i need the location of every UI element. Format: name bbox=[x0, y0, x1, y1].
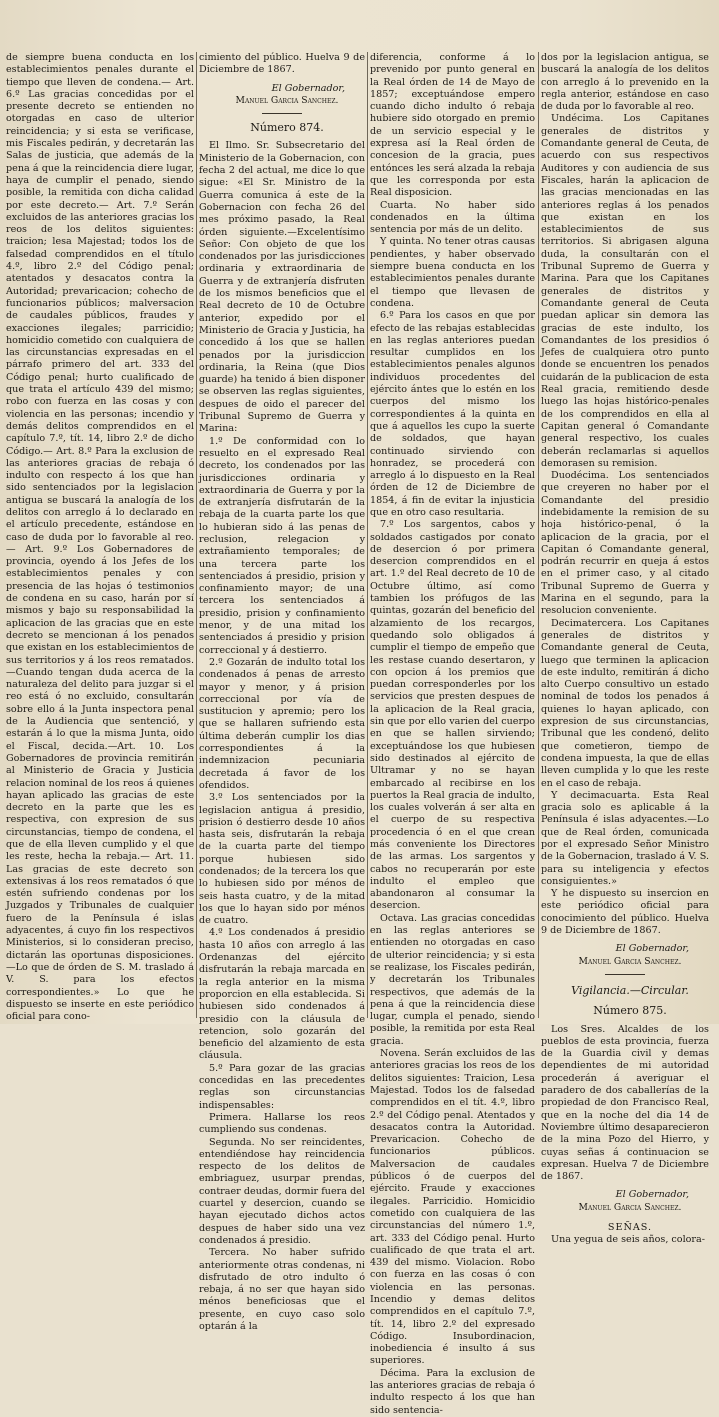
paragraph: Y quinta. No tener otras causas pendientes, y haber observado siempre buena conducta en los establecimientos penales durante el tiempo que llevasen de condena. bbox=[370, 236, 535, 309]
paragraph: Novena. Serán excluidos de las anteriores gracias los reos de los delitos siguientes: Traicion, Lesa Majestad. Todos los de falsedad comprendidos en el tít. 4.º, libro 2.º del Código penal. Atentados y desacatos contra la Autoridad. Prevaricacion. Cohecho de funcionarios públicos. Malversacion de caudales públicos ó de cuerpos del ejército. Fraude y exacciones ilegales. Parricidio. Homicidio cometido con cualquiera de las circunstancias del número 1.º, art. 333 del Código penal. Hurto cualificado de que trata el art. 439 del mismo. Violacion. Robo con fuerza en las cosas ó con violencia en las personas. Incendio y demas delitos comprendidos en el capítulo 7.º, tít. 14, libro 2.º del expresado Código. Insubordinacion, inobediencia é insulto á sus superiores. bbox=[370, 1048, 535, 1367]
paragraph: Duodécima. Los sentenciados que creyeren no haber por el Comandante del presidio indebidamente la remision de su hoja histórico-penal, ó la aplicacion de la gracia, por el Capitan ó Comandante general, podrán recurrir en queja á estos en el primer caso, y al citado Tribunal Supremo de Guerra y Marina en el segundo, para la resolucion conveniente. bbox=[541, 470, 709, 617]
paragraph: 7.º Los sargentos, cabos y soldados castigados por conato de desercion ó por primera desercion comprendidos en el art. 1.º del Real decreto de 10 de Octubre último, así como tambien los prófugos de las quintas, gozarán del beneficio del alzamiento de los recargos, quedando solo obligados á cumplir el tiempo de empeño que les restase cuando desertaron, y con opcion á los premios que puedan corresponderles por los servicios que presten despues de la aplicacion de la Real gracia, sin que por ello varien del cuerpo en que se hallen sirviendo; exceptuándose los que hubiesen sido destinados al ejército de Ultramar y no se hayan embarcado al recibirse en los puertos la Real gracia de indulto, los cuales volverán á ser alta en el cuerpo de su respectiva procedencia ó en el que crean más conveniente los Directores de las armas. Los sargentos y cabos no recuperarán por este indulto el empleo que abandonaron al consumar la desercion. bbox=[370, 519, 535, 912]
governor-title: El Gobernador, bbox=[615, 1189, 689, 1201]
decree-articles-text: de siempre buena conducta en los establecimientos penales durante el tiempo que lleven de condena.— Art. 6.º Las gracias concedidas por el presente decreto se entienden no otorgadas en caso de ulterior reincidencia; y si esta se verificase, mis Fiscales pedirán, y decretarán las Salas de justicia, que además de la pena á que la reincidencia diere lugar, haya de cumplir el penado, siendo posible, la remitida con dicha calidad por este decreto.— Art. 7.º Serán excluidos de las anteriores gracias los reos de los delitos siguientes: traicion; lesa Majestad; todos los de falsedad comprendidos en el título 4.º, libro 2.º del Código penal; atentados y desacatos contra la Autoridad; prevaricacion; cohecho de funcionarios públicos; malversacion de caudales públicos, fraudes y exacciones ilegales; parricidio; homicidio cometido con cualquiera de las circunstancias expresadas en el párrafo primero del art. 333 del Código penal; hurto cualificado de que trata el artículo 439 del mismo; robo con fuerza en las cosas y con violencia en las personas; incendio y demás delitos comprendidos en el capítulo 7.º, tít. 14, libro 2.º de dicho Código.— Art. 8.º Para la exclusion de las anteriores gracias de rebaja ó indulto con respecto á los que han sido sentenciados por la legislacion antigua se buscará la analogía de los delitos con arreglo á lo declarado en el artículo precedente, estándose en caso de duda por lo favorable al reo. — Art. 9.º Los Gobernadores de provincia, oyendo á los Jefes de los establecimientos penales y con presencia de las hojas ó testimonios de condena en su caso, harán por sí mismos y bajo su responsabilidad la aplicacion de las gracias que en este decreto se mencionan á los penados que existan en los establecimientos de sus territorios y á los reos rematados.—Cuando tengan duda acerca de la naturaleza del delito para juzgar si el reo está ó no excluido, consultarán sobre ello á la Junta inspectora penal de la Audiencia que sentenció, y estarán á lo que la misma Junta, oido el Fiscal, decida.—Art. 10. Los Gobernadores de provincia remitirán al Ministerio de Gracia y Justicia relacion nominal de los reos á quienes hayan aplicado las gracias de este decreto en la parte que les es respectiva, con expresion de sus circunstancias, tiempo de condena, el que de ella lleven cumplido y el que les reste, hecha la rebaja.— Art. 11. Las gracias de este decreto son extensivas á los reos rematados ó que estén sufriendo condenas por los Juzgados y Tribunales de cualquier fuero de la Península é islas adyacentes, á cuyo fin los respectivos Ministerios, si lo consideran preciso, dictarán las oportunas disposiciones.—Lo que de órden de S. M. traslado á V. S. para los efectos correspondientes.» Lo que he dispuesto se inserte en este periódico oficial para cono- bbox=[6, 52, 194, 1023]
paragraph: cimiento del público. Huelva 9 de Diciembre de 1867. bbox=[199, 52, 365, 76]
paragraph: Tercera. No haber sufrido anteriormente otras condenas, ni disfrutado de otro indulto ó rebaja, á no ser que hayan sido ménos beneficiosas que el presente, en cuyo caso solo optarán á la bbox=[199, 1247, 365, 1332]
governor-title: El Gobernador, bbox=[615, 943, 689, 955]
column-1 bbox=[6, 52, 194, 1023]
column-4 bbox=[541, 52, 709, 1246]
column-rule bbox=[196, 52, 197, 1018]
paragraph: Décima. Para la exclusion de las anteriores gracias de rebaja ó indulto respecto á los que han sido sentencia- bbox=[370, 1367, 535, 1416]
signs-heading: SEÑAS. bbox=[607, 1222, 653, 1234]
column-2 bbox=[199, 52, 365, 1332]
paragraph: Segunda. No ser reincidentes, entendiéndose hay reincidencia respecto de los delitos de embriaguez, usurpar prendas, contraer deudas, dormir fuera del cuartel y desercion, cuando se hayan ejecutado dichos actos despues de haber sido una vez condenados á presidio. bbox=[199, 1136, 365, 1246]
paragraph: Decimatercera. Los Capitanes generales de distritos y Comandante general de Ceuta, luego que terminen la aplicacion de este indulto, remitirán á dicho alto Cuerpo consultivo un estado nominal de todos los penados á quienes lo hayan aplicado, con expresion de sus circunstancias, Tribunal que les condenó, delito que cometieron, tiempo de condena impuesta, la que de ellas lleven cumplida y lo que les reste en el caso de rebaja. bbox=[541, 617, 709, 789]
paragraph: 2.º Gozarán de indulto total los condenados á penas de arresto mayor y menor, y á prision correccional por vía de sustitucion y apremio; pero los que se hallaren sufriendo esta última deberán cumplir los dias correspondientes á la indemnizacion pecuniaria decretada á favor de los ofendidos. bbox=[199, 656, 365, 791]
column-3 bbox=[370, 52, 535, 1416]
paragraph: diferencia, conforme á lo prevenido por punto general en la Real órden de 14 de Mayo de 1857; exceptuándose empero cuando dicho indulto ó rebaja hubiere sido otorgado en premio de un servicio especial y le expresa así la Real órden de concesion de la gracia, pues entónces les será alzada la rebaja que les corresponda por esta Real disposicion. bbox=[370, 52, 535, 199]
notice-number: Número 875. bbox=[593, 1004, 667, 1018]
paragraph: Y decimacuarta. Esta Real gracia solo es aplicable á la Península é islas adyacentes.—Lo que de Real órden, comunicada por el expresado Señor Ministro de la Gobernacion, traslado á V. S. para su inteligencia y efectos consiguientes.» bbox=[541, 789, 709, 887]
notice-number: Número 874. bbox=[250, 121, 324, 135]
paragraph: 5.º Para gozar de las gracias concedidas en las precedentes reglas son circunstancias indispensables: bbox=[199, 1062, 365, 1111]
governor-signature: Manuel Garcia Sanchez. bbox=[578, 955, 682, 967]
paragraph: Una yegua de seis años, colora- bbox=[551, 1234, 705, 1246]
governor-signature: Manuel Garcia Sanchez. bbox=[578, 1201, 682, 1213]
divider bbox=[262, 113, 302, 114]
governor-title: El Gobernador, bbox=[271, 82, 345, 94]
column-rule bbox=[367, 52, 368, 1018]
paragraph: Octava. Las gracias concedidas en las reglas anteriores se entienden no otorgadas en caso de ulterior reincidencia; y si esta se realizase, los Fiscales pedirán, y decretarán los Tribunales respectivos, que además de la pena á que la reincidencia diese lugar, cumpla el penado, siendo posible, la remitida por esta Real gracia. bbox=[370, 912, 535, 1047]
divider bbox=[605, 974, 645, 975]
paragraph: Undécima. Los Capitanes generales de distritos y Comandante general de Ceuta, de acuerdo con sus respectivos Auditores y con audiencia de sus Fiscales, harán la aplicacion de las gracias mencionadas en las anteriores reglas á los penados que existan en los establecimientos de sus territorios. Si abrigasen alguna duda, la consultarán con el Tribunal Supremo de Guerra y Marina. Para que los Capitanes generales de distritos y Comandante general de Ceuta puedan aplicar sin demora las gracias de este indulto, los Comandantes de los presidios ó Jefes de cualquiera otro punto donde se encuentren los penados cuidarán de la publicacion de esta Real gracia, remitiendo desde luego las hojas histórico-penales de los comprendidos en ella al Capitan general ó Comandante general respectivo, los cuales deberán reclamarlas si aquellos demorasen su remision. bbox=[541, 113, 709, 469]
paragraph: 6.º Para los casos en que por efecto de las rebajas establecidas en las reglas anteriores puedan resultar cumplidos en los establecimientos penales algunos individuos procedentes del ejército ántes que lo estén en los cuerpos del mismo los correspondientes á la quinta en que á aquellos les cupo la suerte de soldados, que hayan continuado sirviendo con honradez, se procederá con arreglo á lo dispuesto en la Real órden de 12 de Diciembre de 1854, á fin de evitar la injusticia que en otro caso resultaria. bbox=[370, 310, 535, 518]
paragraph: 3.º Los sentenciados por la legislacion antigua á presidio, prision ó destierro desde 10 años hasta seis, disfrutarán la rebaja de la cuarta parte del tiempo porque hubiesen sido condenados; de la tercera los que lo hubiesen sido por ménos de seis hasta cuatro, y de la mitad los que lo hayan sido por ménos de cuatro. bbox=[199, 792, 365, 927]
column-rule bbox=[538, 52, 539, 1018]
paragraph: 4.º Los condenados á presidio hasta 10 años con arreglo á las Ordenanzas del ejército disfrutarán la rebaja marcada en la regla anterior en la misma proporcion en ella establecida. Si hubiesen sido condenados á presidio con la cláusula de retencion, solo gozarán del beneficio del alzamiento de esta cláusula. bbox=[199, 927, 365, 1062]
paragraph: 1.º De conformidad con lo resuelto en el expresado Real decreto, los condenados por las jurisdicciones ordinaria y extraordinaria de Guerra y por la de extranjería disfrutarán de la rebaja de la cuarta parte los que lo hubieran sido á las penas de reclusion, relegacion y extrañamiento temporales; de una tercera parte los sentenciados á presidio, prision y confinamiento mayor; de una tercera los sentenciados á presidio, prision y confinamiento menor, y de una mitad los sentenciados á presidio y prision correccional y á destierro. bbox=[199, 435, 365, 656]
paragraph: El Ilmo. Sr. Subsecretario del Ministerio de la Gobernacion, con fecha 2 del actual, me dice lo que sigue: «El Sr. Ministro de la Guerra comunica á este de la Gobernacion con fecha 26 del mes próximo pasado, la Real órden siguiente.—Excelentísimo Señor: Con objeto de que los condenados por las jurisdicciones ordinaria y extraordinaria de Guerra y de extranjería disfruten de los mismos beneficios que el Real decreto de 10 de Octubre anterior, expedido por el Ministerio de Gracia y Justicia, ha concedido á los que se hallen penados por la jurisdiccion ordinaria, la Reina (que Dios guarde) ha tenido á bien disponer se observen las reglas siguientes, despues de oido el parecer del Tribunal Supremo de Guerra y Marina: bbox=[199, 140, 365, 435]
governor-signature: Manuel Garcia Sanchez. bbox=[235, 94, 339, 106]
section-heading: Vigilancia.—Circular. bbox=[571, 983, 689, 997]
paragraph: dos por la legislacion antigua, se buscará la analogía de los delitos con arreglo á lo prevenido en la regla anterior, estándose en caso de duda por lo favorable al reo. bbox=[541, 52, 709, 113]
paragraph: Cuarta. No haber sido condenados en la última sentencia por más de un delito. bbox=[370, 199, 535, 236]
paragraph: Los Sres. Alcaldes de los pueblos de esta provincia, fuerza de la Guardia civil y demas dependientes de mi autoridad procederán á averiguar el paradero de dos caballerías de la propiedad de don Francisco Real, que en la noche del dia 14 de Noviembre último desaparecieron de la mina Pozo del Hierro, y cuyas señas á continuacion se expresan. Huelva 7 de Diciembre de 1867. bbox=[541, 1023, 709, 1183]
paragraph: Y he dispuesto su insercion en este periódico oficial para conocimiento del público. Huelva 9 de Diciembre de 1867. bbox=[541, 888, 709, 937]
paragraph: Primera. Hallarse los reos cumpliendo sus condenas. bbox=[199, 1111, 365, 1136]
